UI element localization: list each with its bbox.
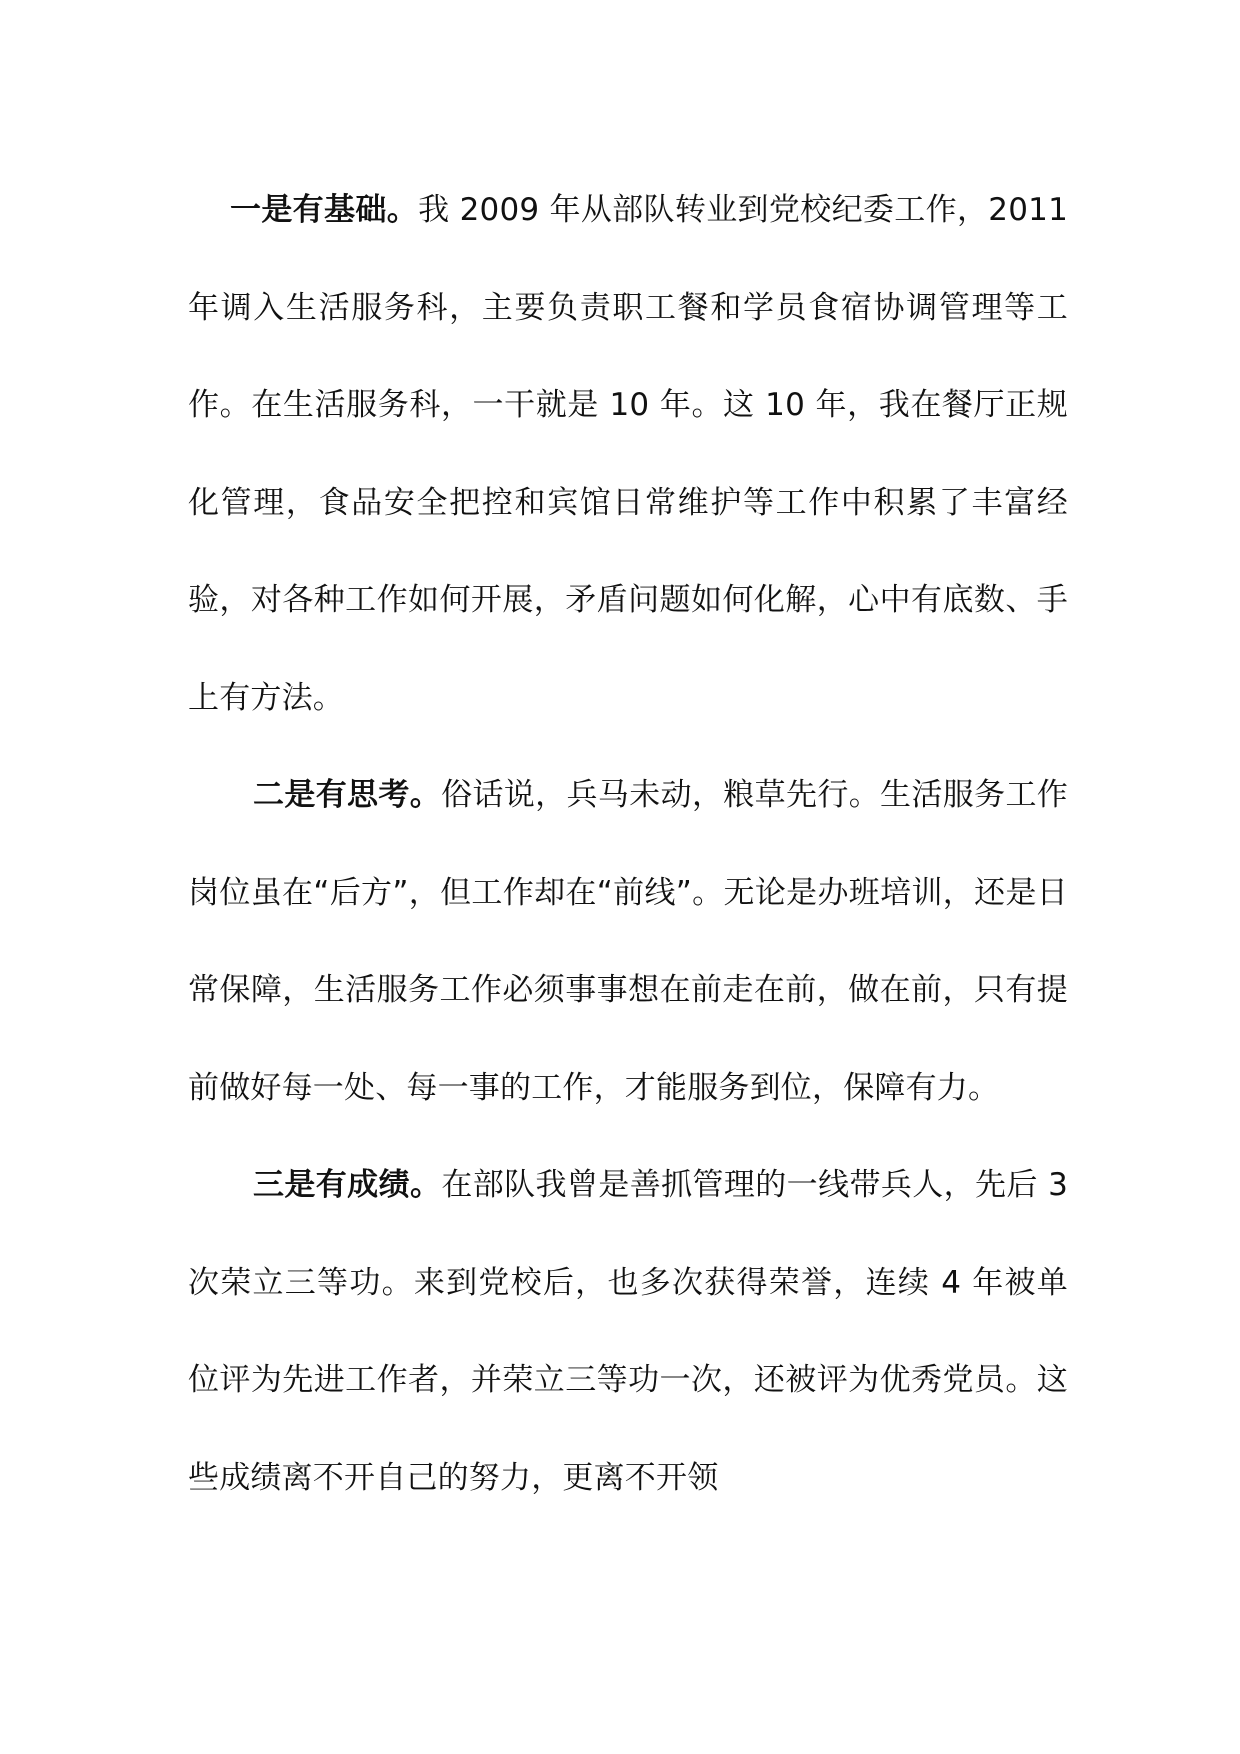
document-body — [188, 162, 1068, 1527]
paragraph-text: 我 2009 年从部队转业到党校纪委工作，2011 年调入生活服务科，主要负责职工餐和学员食宿协调管理等工作。在生活服务科，一干就是 10 年。这 10 年，我在餐厅正规化管理，食品安全把控和宾馆日常维护等工作中积累了丰富经验，对各种工作如何开展，矛盾问题如何化解，心中有底数、手上有方法。 — [188, 192, 1068, 716]
paragraph-heading: 三是有成绩。 — [253, 1167, 442, 1203]
paragraph-thinking — [188, 747, 1068, 1137]
paragraph-heading: 一是有基础。 — [230, 192, 419, 228]
paragraph-foundation — [188, 162, 1068, 747]
paragraph-achievements — [188, 1137, 1068, 1527]
paragraph-text: 俗话说，兵马未动，粮草先行。生活服务工作岗位虽在“后方”，但工作却在“前线”。无论是办班培训，还是日常保障，生活服务工作必须事事想在前走在前，做在前，只有提前做好每一处、每一事的工作，才能服务到位，保障有力。 — [188, 777, 1069, 1106]
paragraph-text: 在部队我曾是善抓管理的一线带兵人，先后 3 次荣立三等功。来到党校后，也多次获得荣誉，连续 4 年被单位评为先进工作者，并荣立三等功一次，还被评为优秀党员。这些成绩离不开自己的努力，更离不开领 — [188, 1167, 1068, 1496]
paragraph-heading: 二是有思考。 — [253, 777, 442, 813]
